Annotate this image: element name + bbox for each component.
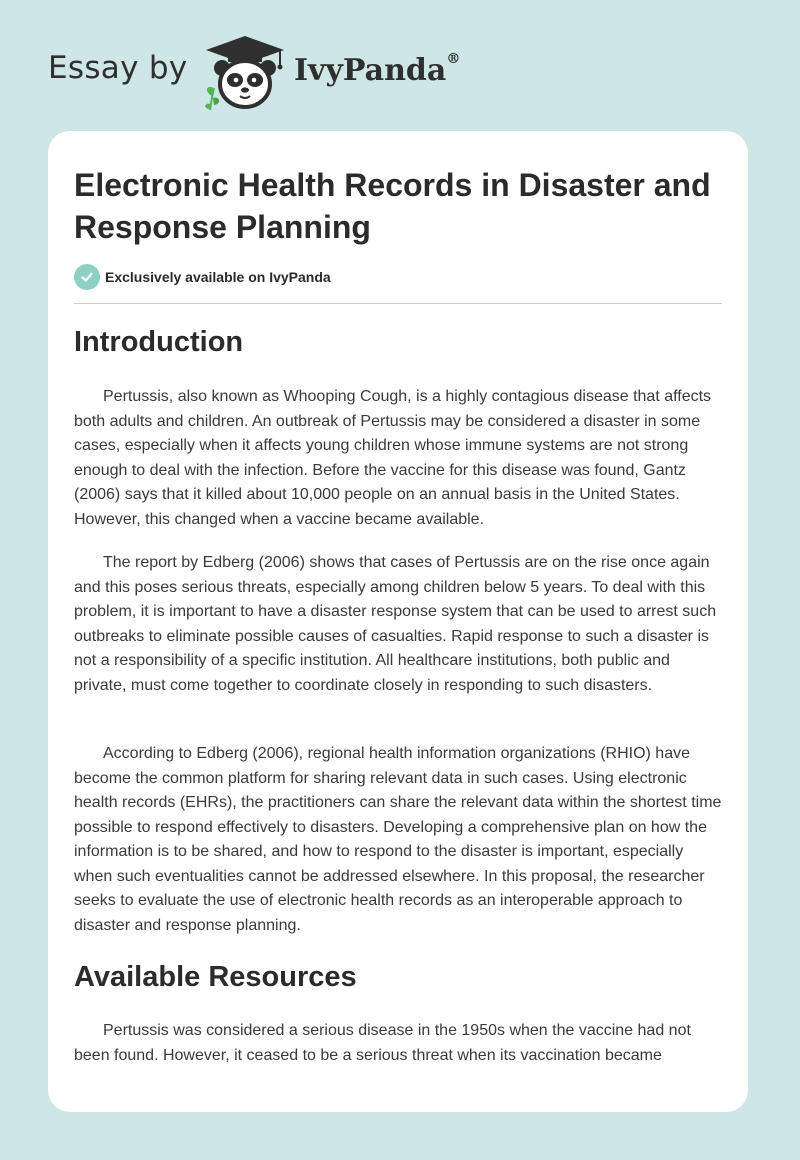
essay-by-label: Essay by <box>48 50 188 86</box>
site-header <box>0 0 800 130</box>
paragraph: According to Edberg (2006), regional health information organizations (RHIO) have become the common platform for sharing relevant data in such cases. Using electronic health records (EHRs), the practitioners can share the relevant data within the shortest time possible to respond effectively to disasters. Developing a comprehensive plan on how the information is to be shared, and how to respond to the disaster is important, especially when such eventualities cannot be addressed elsewhere. In this proposal, the researcher seeks to evaluate the use of electronic health records as an interoperable approach to disaster and response planning. <box>74 745 722 934</box>
paragraph: Pertussis was considered a serious disease in the 1950s when the vaccine had not been found. However, it ceased to be a serious threat when its vaccination became <box>74 1022 691 1064</box>
paragraph: The report by Edberg (2006) shows that cases of Pertussis are on the rise once again and this poses serious threats, especially among children below 5 years. To deal with this problem, it is important to have a disaster response system that can be used to arrest such outbreaks to eliminate possible causes of casualties. Rapid response to such a disaster is not a responsibility of a specific institution. All healthcare institutions, both public and private, must come together to coordinate closely in responding to such disasters. <box>74 554 717 694</box>
check-icon <box>74 264 100 290</box>
exclusive-label: Exclusively available on IvyPanda <box>105 269 331 285</box>
essay-title: Electronic Health Records in Disaster and Response Planning <box>74 167 711 245</box>
section-heading-introduction: Introduction <box>74 326 244 358</box>
exclusive-badge <box>74 264 331 290</box>
essay-card <box>48 131 748 1112</box>
divider <box>74 303 722 304</box>
brand-name[interactable]: IvyPanda® <box>294 51 461 88</box>
section-heading-available-resources: Available Resources <box>74 961 357 993</box>
registered-mark: ® <box>446 51 461 67</box>
ivypanda-logo-icon[interactable] <box>200 34 290 110</box>
paragraph: Pertussis, also known as Whooping Cough, is a highly contagious disease that affects both adults and children. An outbreak of Pertussis may be considered a disaster in some cases, especially when it affects young children whose immune systems are not strong enough to deal with the infection. Before the vaccine for this disease was found, Gantz (2006) says that it killed about 10,000 people on an annual basis in the United States. However, this changed when a vaccine became available. <box>74 388 712 528</box>
